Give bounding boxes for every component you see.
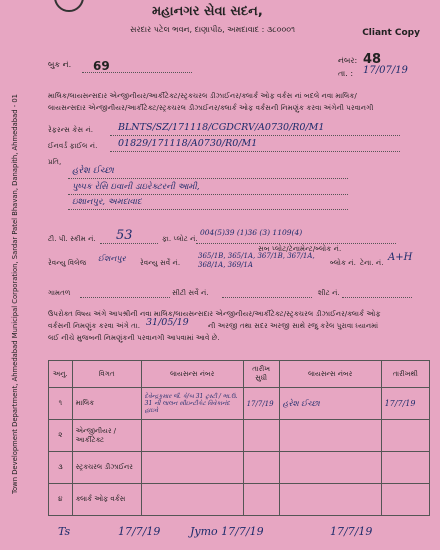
signature-4: 17/7/19 bbox=[330, 525, 373, 538]
survey-label: રેવન્યુ સર્વે નં. bbox=[140, 258, 181, 267]
column-header: તારીખથી bbox=[381, 361, 429, 388]
case-label: રેફરન્સ કેસ નં. bbox=[48, 125, 94, 134]
tp-label: ટી. પી. સ્કીમ નં. bbox=[48, 234, 96, 243]
tp-underline bbox=[100, 243, 158, 244]
column-header: લાયસન્સ નંબર bbox=[141, 361, 243, 388]
side-text: Town Development Department, Ahmedabad Municipal Corporation, Sardar Patel Bhavan, Danapith, Ahmedabad - 01 bbox=[11, 94, 19, 494]
teno-label: ટેના. નં. bbox=[360, 258, 384, 267]
tp-value: 53 bbox=[116, 228, 133, 243]
row-new-license bbox=[279, 452, 381, 484]
row-new-from bbox=[381, 452, 429, 484]
paragraph-line-2a: વર્કસની નિમણુંક કરવા અંગે તા. bbox=[48, 321, 140, 330]
row-number: ૨ bbox=[49, 420, 73, 452]
signature-3: Jymo 17/7/19 bbox=[190, 525, 264, 538]
copy-label: Cliant Copy bbox=[362, 28, 420, 38]
row-new-from bbox=[381, 420, 429, 452]
teno-value: A+H bbox=[388, 252, 413, 263]
row-number: ૪ bbox=[49, 484, 73, 516]
appointment-table bbox=[48, 360, 430, 516]
signature-2: 17/7/19 bbox=[118, 525, 161, 538]
row-new-license bbox=[279, 420, 381, 452]
fp-label: ફા. પ્લોટ નં. bbox=[162, 234, 198, 243]
paragraph-date: 31/05/19 bbox=[146, 317, 189, 328]
emblem-icon bbox=[54, 0, 84, 12]
column-header: વિગત bbox=[72, 361, 141, 388]
table-row bbox=[49, 388, 430, 420]
column-header: તારીખ સુધી bbox=[243, 361, 279, 388]
survey-value: 365/1B, 365/1A, 367/1B, 367/1A, 368/1A, 369/1A bbox=[198, 252, 315, 269]
inward-value: 01829/171118/A0730/R0/M1 bbox=[118, 138, 258, 149]
row-old-till: 17/7/19 bbox=[243, 388, 279, 420]
book-underline bbox=[82, 72, 192, 73]
paragraph-line-3: લઈ નીચે મુજબની નિમણુંકની પરવાનગી આપવામાં આવે છે. bbox=[48, 333, 220, 342]
sheet-underline bbox=[342, 297, 412, 298]
inward-underline bbox=[110, 151, 400, 152]
addressee-name: હરેશ ઈચ્છા bbox=[72, 166, 114, 176]
locality-underline bbox=[80, 297, 170, 298]
row-old-license bbox=[141, 484, 243, 516]
number-value: 48 bbox=[363, 52, 382, 67]
row-new-from: 17/7/19 bbox=[381, 388, 429, 420]
addressee-address-2: ઇશાનપુર, અમદાવાદ bbox=[72, 197, 142, 207]
table-row bbox=[49, 452, 430, 484]
number-label: નંબર: bbox=[338, 56, 358, 65]
row-new-license: હરેશ ઈચ્છા bbox=[279, 388, 381, 420]
subject-line-1: માલિક/લાયસન્સદાર એન્જીનીયર/આર્કીટેક્ટ/સ્ટ્રક્ચરલ ડીઝાઈનર/ક્લાર્ક ઓફ વર્કસ નાં બદલે નવા માલિક/ bbox=[48, 91, 357, 100]
row-old-till bbox=[243, 420, 279, 452]
fp-value: 004(5)39 (1)36 (3) 1109(4) bbox=[200, 228, 303, 237]
locality-label: ગામતળ bbox=[48, 288, 71, 297]
to-label: પ્રતિ, bbox=[48, 157, 62, 166]
table-header-row bbox=[49, 361, 430, 388]
row-detail: સ્ટ્રક્ચરલ ડીઝાઈનર bbox=[72, 452, 141, 484]
city-survey-label: સીટી સર્વે નં. bbox=[172, 288, 209, 297]
name-underline bbox=[68, 178, 348, 179]
header-address: સરદાર પટેલ ભવન, દાણાપીઠ, અમદાવાદ : ૩૮૦૦૦૧ bbox=[130, 25, 295, 34]
date-label: તા. : bbox=[338, 69, 354, 78]
table-row bbox=[49, 420, 430, 452]
row-old-license: દેવેન્દ્રકુમાર જૈ. કે/બ 31 ટ્રસ્ટી / ભા.ઉ. 31 ની લાલન સીઇન્ટીકેટ વિવેકાનંદ હાઇવે bbox=[141, 388, 243, 420]
column-header: અનુ. bbox=[49, 361, 73, 388]
paragraph-line-1: ઉપરોક્ત વિષય અંગે આપશ્રીની નવા માલિક/લાયસન્સદાર એન્જીનીયર/આર્કીટેક્ટ/સ્ટ્રક્ચરલ ડીઝાઈનર/ક્લાર્ક ઓફ bbox=[48, 309, 381, 318]
row-new-from bbox=[381, 484, 429, 516]
column-header: લાયસન્સ નંબર bbox=[279, 361, 381, 388]
case-underline bbox=[110, 135, 400, 136]
case-value: BLNTS/SZ/171118/CGDCRV/A0730/R0/M1 bbox=[118, 122, 325, 133]
address1-underline bbox=[68, 194, 348, 195]
row-old-license bbox=[141, 452, 243, 484]
signature-1: Ts bbox=[58, 525, 71, 538]
village-value: ઈશનપુર bbox=[98, 254, 126, 263]
inward-label: ઈનવર્ડ ફાઈલ નં. bbox=[48, 141, 98, 150]
address2-underline bbox=[68, 209, 348, 210]
sub-plot-label: સબ પ્લોટ/ટેનામેન્ટ/બ્લોક નં. bbox=[258, 244, 342, 253]
row-detail: ક્લાર્ક ઓફ વર્કસ bbox=[72, 484, 141, 516]
date-value: 17/07/19 bbox=[363, 65, 408, 76]
village-label: રેવન્યુ વિલેજ bbox=[48, 258, 87, 267]
addressee-address-1: પુષ્પક રેસિ ઇવાની ડાઇરેક્ટરની આમી, bbox=[72, 182, 200, 192]
row-detail: માલિક bbox=[72, 388, 141, 420]
book-number: 69 bbox=[93, 59, 110, 73]
row-old-till bbox=[243, 484, 279, 516]
row-number: ૧ bbox=[49, 388, 73, 420]
paragraph-line-2b: ની અરજી તથા સદર અરજી સાથે રજુ કરેલ પુરાવા ધ્યાનમાં bbox=[208, 321, 379, 330]
block-label: બ્લોક નં. bbox=[330, 258, 356, 267]
table-row bbox=[49, 484, 430, 516]
row-new-license bbox=[279, 484, 381, 516]
row-old-license bbox=[141, 420, 243, 452]
city-survey-underline bbox=[222, 297, 312, 298]
row-detail: એન્જીનીયર / આર્કીટેક્ટ bbox=[72, 420, 141, 452]
row-number: ૩ bbox=[49, 452, 73, 484]
sheet-label: શીટ નં. bbox=[318, 288, 340, 297]
header-title: મહાનગર સેવા સદન, bbox=[152, 4, 263, 19]
book-label: બુક નં. bbox=[48, 60, 72, 69]
subject-line-2: લાયસન્સદાર એન્જીનીયર/આર્કીટેક્ટ/સ્ટ્રક્ચરલ ડીઝાઈનર/ક્લાર્ક ઓફ વર્કસની નિમણુંક કરવા અંગેની પરવાનગી bbox=[48, 103, 374, 112]
row-old-till bbox=[243, 452, 279, 484]
